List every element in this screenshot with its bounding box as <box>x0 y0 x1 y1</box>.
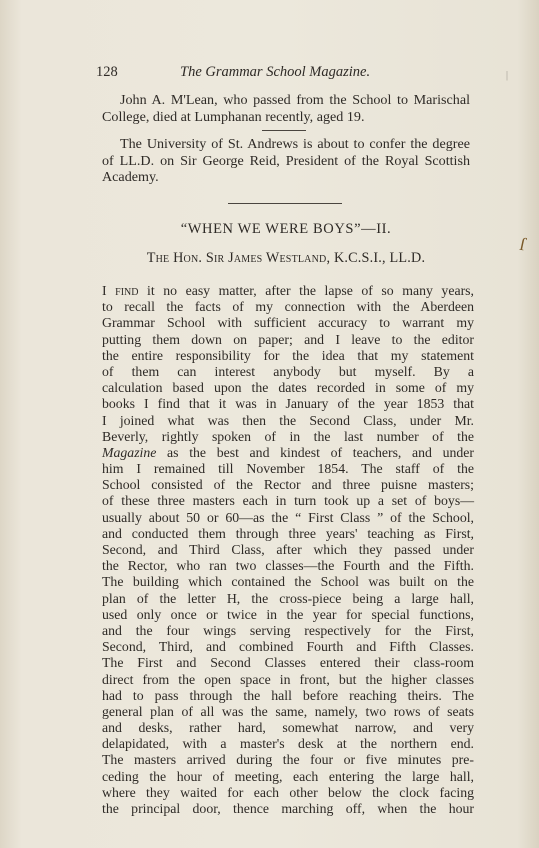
body-line: and the four wings serving respectively for the First, <box>102 622 474 638</box>
body-line: of these three masters each in turn took up a set of boys— <box>102 493 474 509</box>
magazine-italic-word: Magazine <box>102 444 157 460</box>
body-line: delapidated, with a master's desk at the northern end. <box>102 736 474 752</box>
body-line-1-text: it no easy matter, after the lapse of so many years, <box>138 283 474 298</box>
lead-word: I find <box>102 283 139 298</box>
margin-ink-mark: ſ <box>518 233 528 255</box>
edge-tick-mark: | <box>506 70 509 81</box>
body-line: School consisted of the Rector and three puisne masters; <box>102 477 474 493</box>
page-number: 128 <box>96 64 118 80</box>
body-line: Grammar School with sufficient accuracy to warrant my <box>102 315 474 331</box>
body-line: the principal door, thence marching off, when the hour <box>102 801 474 816</box>
news-note-mlean: John A. M'Lean, who passed from the School to Marischal College, died at Lumphanan recently, aged 19. <box>102 92 470 125</box>
body-line: The masters arrived during the four or five minutes pre- <box>102 752 474 768</box>
body-line: ceding the hour of meeting, each entering the large hall, <box>102 768 474 784</box>
body-line: him I remained till November 1854. The staff of the <box>102 461 474 477</box>
body-line: where they waited for each other below the clock facing <box>102 784 474 800</box>
body-line: usually about 50 or 60—as the “ First Class ” of the School, <box>102 509 474 525</box>
article-body <box>102 283 474 817</box>
running-header <box>96 64 472 84</box>
body-line: direct from the open space in front, but the higher classes <box>102 671 474 687</box>
body-line: Second, and Third Class, after which they passed under <box>102 542 474 557</box>
body-line: and conducted them through three years' teaching as First, <box>102 525 474 541</box>
body-line: calculation based upon the dates recorded in some of my <box>102 380 474 396</box>
body-line: and desks, rather hard, somewhat narrow, and very <box>102 720 474 736</box>
body-line: Beverly, rightly spoken of in the last number of the <box>102 428 474 444</box>
body-line: general plan of all was the same, namely, two rows of seats <box>102 703 474 719</box>
body-line-1 <box>102 283 474 299</box>
body-line: plan of the letter H, the cross-piece being a large hall, <box>102 590 474 606</box>
news-note-st-andrews: The University of St. Andrews is about to confer the degree of LL.D. on Sir George Reid, President of the Royal Scottish Academy. <box>102 136 470 185</box>
body-line: the entire responsibility for the idea that my statement <box>102 347 474 363</box>
section-divider-rule <box>228 203 342 204</box>
article-title: “WHEN WE WERE BOYS”—II. <box>180 221 392 237</box>
body-line: The building which contained the School was built on the <box>102 574 474 590</box>
body-line: used only once or twice in the year for special functions, <box>102 606 474 622</box>
body-line: I joined what was then the Second Class, under Mr. <box>102 412 474 428</box>
running-title: The Grammar School Magazine. <box>180 64 371 80</box>
body-line: Magazine as the best and kindest of teachers, and under <box>102 444 474 460</box>
body-line: the Rector, who ran two classes—the Fourth and the Fifth. <box>102 558 474 574</box>
body-line: to recall the facts of my connection with the Aberdeen <box>102 299 474 315</box>
article-byline: The Hon. Sir James Westland, K.C.S.I., LL.D. <box>146 250 426 266</box>
short-divider-rule <box>262 130 306 131</box>
body-line: had to pass through the hall before reaching theirs. The <box>102 687 474 703</box>
body-line: putting them down on paper; and I leave to the editor <box>102 331 474 347</box>
body-line: The First and Second Classes entered their class-room <box>102 655 474 671</box>
body-line: of them can interest anybody but myself. By a <box>102 363 474 379</box>
body-line: Second, Third, and combined Fourth and Fifth Classes. <box>102 639 474 655</box>
body-line: books I find that it was in January of the year 1853 that <box>102 396 474 412</box>
